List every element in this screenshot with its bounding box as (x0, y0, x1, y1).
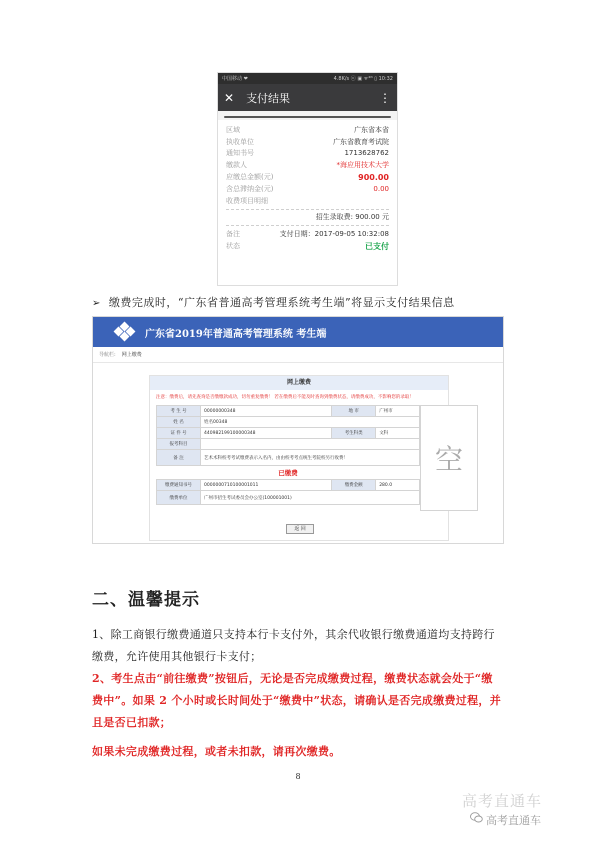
section-heading: 二、温馨提示 (92, 590, 200, 610)
row-value: 广东省本省 (354, 125, 389, 134)
receipt-row (226, 183, 389, 195)
row-key: 含总滞纳金(元) (226, 184, 274, 193)
table-row (157, 406, 420, 417)
back-button[interactable]: 返 回 (286, 524, 314, 534)
divider (226, 225, 389, 226)
row-value: 广东省教育考试院 (333, 137, 389, 146)
receipt-row (226, 171, 389, 183)
bullet-text: 缴费完成时，“广东省普通高考管理系统考生端”将显示支付结果信息 (108, 296, 455, 309)
row-key: 应缴总金额(元) (226, 173, 274, 182)
row-value: *海应用技术大学 (336, 161, 389, 170)
breadcrumb-home[interactable]: 导航栏: (99, 352, 116, 358)
receipt-slot (218, 111, 397, 120)
field-label: 考 生 号 (157, 406, 201, 417)
wechat-icon (470, 812, 483, 823)
field-label: 缴费通知书号 (157, 480, 201, 491)
tip-paragraph-1: 1、除工商银行缴费通道只支持本行卡支付外，其余代收银行缴费通道均支持跨行缴费，允许使用其他银行卡支付； (92, 628, 495, 663)
row-key: 区域 (226, 125, 240, 134)
close-icon[interactable]: ✕ (224, 90, 235, 105)
row-key: 备注 (226, 230, 240, 239)
total-amount: 900.00 (358, 172, 389, 182)
divider (226, 209, 389, 210)
field-label: 地 市 (332, 406, 376, 417)
phone-screenshot (217, 72, 398, 286)
field-value: 文科 (376, 428, 420, 439)
photo-placeholder: 空 (420, 405, 478, 511)
payment-info-table (156, 405, 420, 505)
field-value: 440982199100000348 (201, 428, 332, 439)
status-carrier: 中国移动 ❤ (222, 76, 248, 82)
row-value: 支付日期：2017-09-05 10:32:08 (279, 230, 389, 239)
panel-title: 网上缴费 (150, 376, 448, 390)
receipt-row (226, 159, 389, 171)
page-number: 8 (295, 772, 301, 781)
field-value: 广州市 (376, 406, 420, 417)
field-label: 备 注 (157, 450, 201, 466)
watermark-large: 高考直通车 (462, 792, 543, 810)
table-row (157, 439, 420, 450)
tip-paragraph-3: 如果未完成缴费过程，或者未扣款，请再次缴费。 (92, 745, 341, 758)
paid-status: 已缴费 (157, 466, 420, 480)
receipt-row (226, 195, 389, 207)
more-icon[interactable]: ⋮ (379, 90, 391, 105)
table-row (157, 466, 420, 480)
payment-status: 已支付 (365, 241, 389, 251)
bullet-line (92, 294, 455, 310)
table-row (157, 491, 420, 505)
table-row (157, 417, 420, 428)
field-label: 缴费金额 (332, 480, 376, 491)
breadcrumb (93, 347, 503, 363)
field-value: 280.0 (376, 480, 420, 491)
field-label: 报考科目 (157, 439, 201, 450)
field-value: 艺术术科校考考试缴费表示入名内，由由校考考点统生考院校另行收费！ (201, 450, 420, 466)
row-key: 状态 (226, 242, 240, 251)
phone-status-bar (218, 73, 397, 84)
watermark-small: 高考直通车 (486, 814, 541, 827)
row-key: 执收单位 (226, 137, 254, 146)
web-title: 广东省2019年普通高考管理系统 考生端 (145, 328, 327, 340)
row-value: 0.00 (373, 184, 389, 193)
field-value: 00000000348 (201, 406, 332, 417)
table-row (157, 480, 420, 491)
receipt-row (226, 212, 389, 224)
field-value: 广州市招生考试委员会办公室(100001001) (201, 491, 420, 505)
receipt-row (226, 148, 389, 160)
status-indicators: 4.8K/s ⓞ ▣ ᯤ⁴ᴳ ▯ 10:32 (333, 76, 393, 82)
tip-paragraph-2: 2、考生点击“前往缴费”按钮后，无论是否完成缴费过程，缴费状态就会处于“缴费中”。如果 2 个小时或长时间处于“缴费中”状态，请确认是否完成缴费过程，并且是否已扣款； (92, 672, 501, 729)
field-label: 考生科类 (332, 428, 376, 439)
receipt-row (226, 228, 389, 240)
breadcrumb-current: 网上缴费 (121, 352, 142, 358)
system-logo-icon (115, 323, 133, 341)
row-key: 缴款人 (226, 161, 247, 170)
app-bar-title: 支付结果 (246, 91, 291, 105)
row-value: 1713628762 (344, 149, 389, 158)
table-row (157, 450, 420, 466)
field-value (201, 439, 420, 450)
web-screenshot (92, 316, 504, 544)
bullet-arrow-icon: ➢ (92, 298, 101, 309)
warning-notice: 注意：缴费后，请先查询是否缴缴款成功，切勿重复缴费！ 若在缴费后不能及时查询到缴费状态，请缴费成功，不影响您的录取！ (156, 395, 414, 400)
receipt-row (226, 124, 389, 136)
field-value: 0000000710100001011 (201, 480, 332, 491)
receipt-row (226, 240, 389, 252)
receipt-row (226, 136, 389, 148)
field-value: 姓名00348 (201, 417, 420, 428)
field-label: 证 件 号 (157, 428, 201, 439)
table-row (157, 428, 420, 439)
payment-panel (149, 375, 463, 541)
phone-app-bar (218, 84, 397, 111)
row-key: 通知书号 (226, 149, 254, 158)
receipt-rows (218, 120, 397, 252)
web-header (93, 317, 503, 347)
field-label: 姓 名 (157, 417, 201, 428)
row-value: 招生录取费: 900.00 元 (315, 213, 389, 222)
field-label: 缴费单位 (157, 491, 201, 505)
row-key: 收费项目明细 (226, 196, 268, 205)
